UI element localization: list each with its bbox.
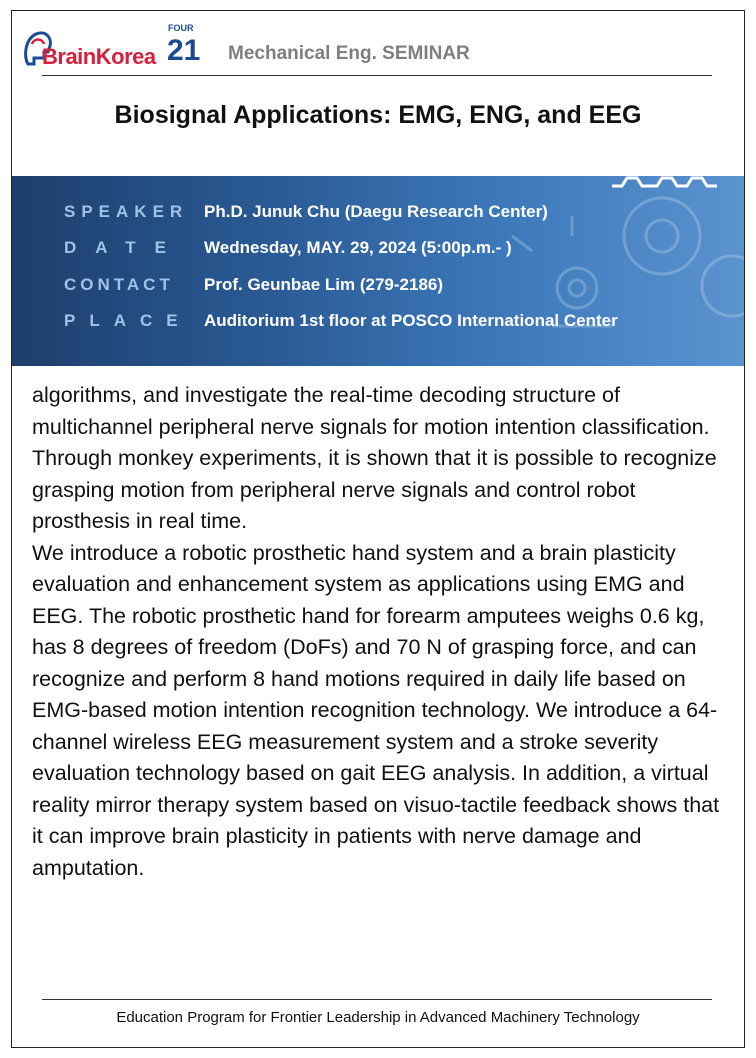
date-label: DATE	[64, 238, 186, 257]
place-label: PLACE	[64, 311, 192, 330]
footer-program: Education Program for Frontier Leadership in Advanced Machinery Technology	[116, 1009, 640, 1026]
logo-korea-text: Korea	[95, 44, 156, 69]
abstract-text	[32, 380, 722, 884]
seminar-title: Biosignal Applications: EMG, ENG, and EEG	[114, 101, 642, 129]
seminar-label: Mechanical Eng. SEMINAR	[228, 43, 470, 64]
brainkorea21-logo	[22, 20, 201, 72]
logo-21-text: 21	[167, 34, 201, 67]
contact-label: CONTACT	[64, 275, 174, 294]
top-divider	[42, 75, 712, 76]
bottom-divider	[42, 999, 712, 1000]
contact-value: Prof. Geunbae Lim (279-2186)	[204, 275, 444, 294]
abstract-paragraph-1: algorithms, and investigate the real-time decoding structure of multichannel peripheral nerve signals for motion intention classification. Through monkey experiments, it is shown that it is possible to recognize grasping motion from peripheral nerve signals and control robot prosthesis in real time.	[32, 383, 717, 533]
info-banner	[12, 176, 744, 366]
place-value: Auditorium 1st floor at POSCO International Center	[204, 311, 618, 330]
speaker-label: SPEAKER	[64, 202, 189, 221]
logo-wordmark	[42, 44, 156, 70]
speaker-value: Ph.D. Junuk Chu (Daegu Research Center)	[204, 202, 548, 221]
abstract-paragraph-2: We introduce a robotic prosthetic hand system and a brain plasticity evaluation and enhancement system as applications using EMG and EEG. The robotic prosthetic hand for forearm amputees weighs 0.6 kg, has 8 degrees of freedom (DoFs) and 70 N of grasping force, and can recognize and perform 8 hand motions required in daily life based on EMG-based motion intention recognition technology. We introduce a 64-channel wireless EEG measurement system and a stroke severity evaluation technology based on gait EEG analysis. In addition, a virtual reality mirror therapy system based on visuo-tactile feedback shows that it can improve brain plasticity in patients with nerve damage and amputation.	[32, 540, 720, 880]
logo-brain-text: Brain	[42, 44, 96, 69]
date-value: Wednesday, MAY. 29, 2024 (5:00p.m.- )	[204, 238, 512, 257]
logo-four-text: FOUR	[168, 23, 194, 33]
